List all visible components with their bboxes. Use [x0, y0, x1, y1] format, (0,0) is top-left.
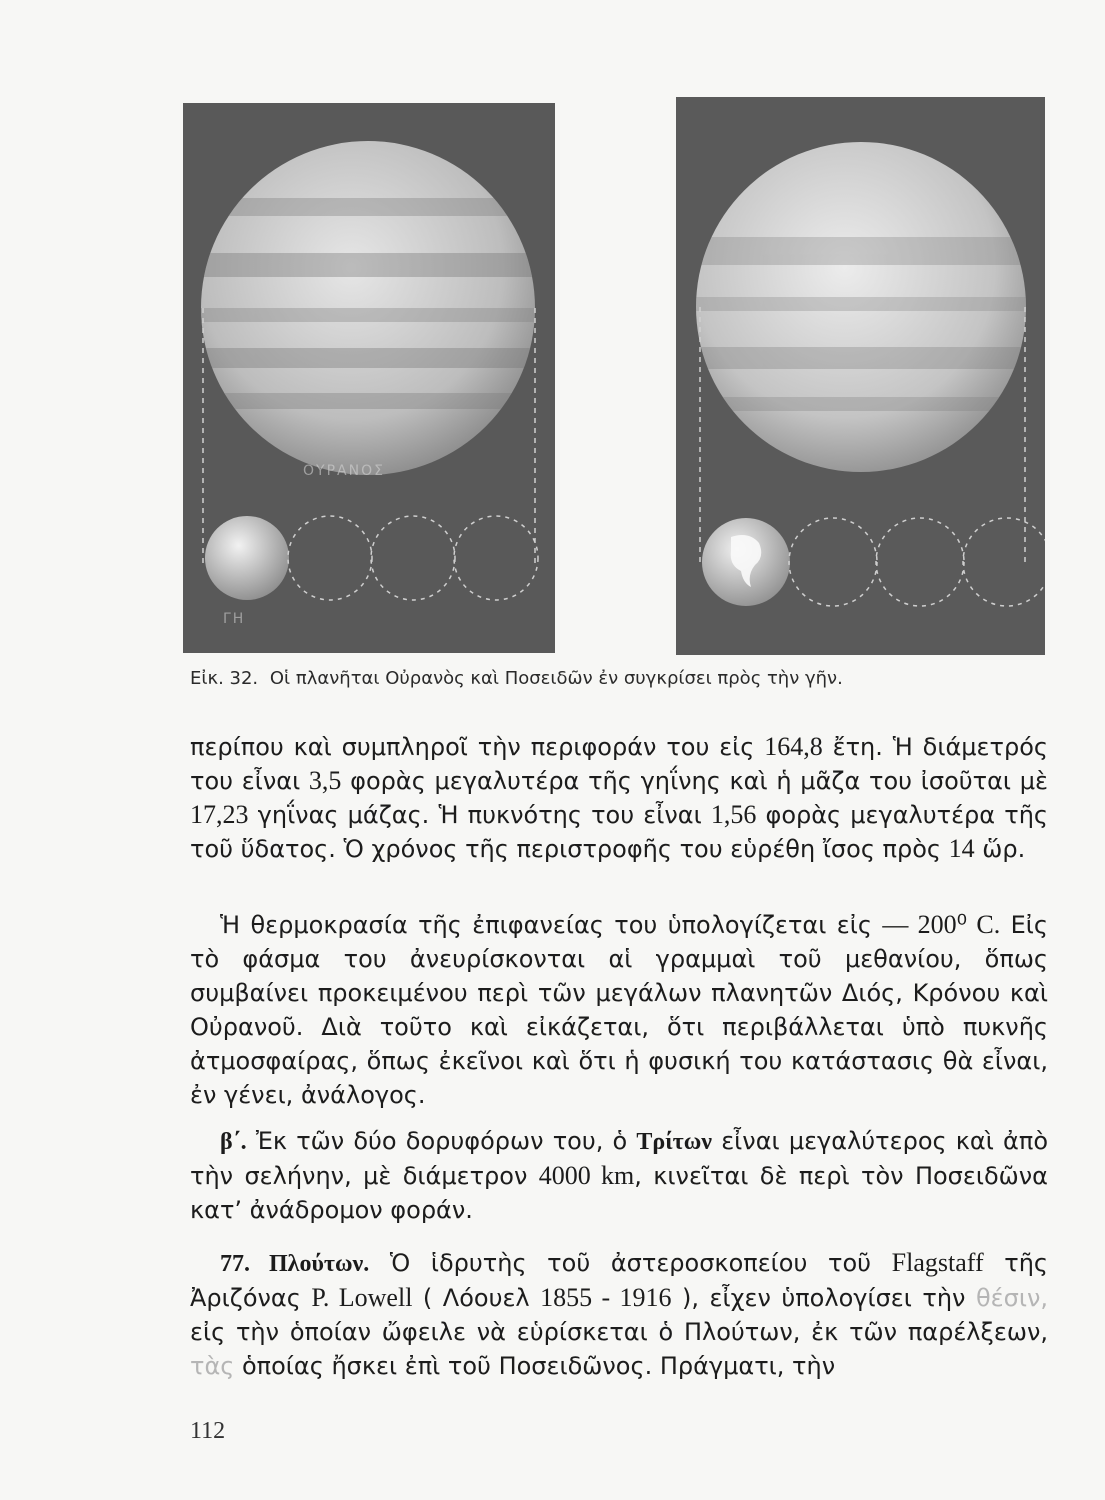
paragraph-triton: β΄. Ἐκ τῶν δύο δορυφόρων του, ὁ Τρίτων εἶναι μεγαλύτερος καὶ ἀπὸ τὴν σελήνην, μὲ διάμετρον 4000 km, κινεῖται δὲ περὶ τὸν Ποσειδῶνα κατ’ ἀνάδρομον φοράν. [190, 1127, 1048, 1224]
earth-disc [205, 516, 289, 600]
section-heading-pluto: 77. Πλούτων. [220, 1251, 370, 1277]
neptune-earth-plate [676, 97, 1045, 655]
paragraph-temperature: Ἡ θερμοκρασία τῆς ἐπιφανείας του ὑπολογίζεται εἰς — 200⁰ C. Εἰς τὸ φάσμα του ἀνευρίσκονται αἱ γραμμαὶ τοῦ μεθανίου, ὅπως συμβαίνει προκειμένου περὶ τῶν μεγάλων πλανητῶν Διός, Κρόνου καὶ Οὐρανοῦ. Διὰ τοῦτο καὶ εἰκάζεται, ὅτι περιβάλλεται ὑπὸ πυκνῆς ἀτμοσφαίρας, ὅπως ἐκεῖνοι καὶ ὅτι ἡ φυσική του κατάστασις θὰ εἶναι, ἐν γένει, ἀνάλογος. [190, 910, 1049, 1109]
earth-label: ΓΗ [223, 611, 246, 627]
figure-caption-text: Οἱ πλανῆται Οὐρανὸς καὶ Ποσειδῶν ἐν συγκρίσει πρὸς τὴν γῆν. [269, 668, 843, 689]
figure-number: Εἰκ. 32. [190, 668, 259, 689]
uranus-label: ΟΥΡΑΝΟΣ [303, 463, 385, 479]
figure-caption [190, 668, 1050, 689]
uranus-earth-plate [183, 103, 555, 653]
uranus-illustration [183, 103, 555, 653]
paragraph-pluto: 77. Πλούτων. Ὁ ἱδρυτὴς τοῦ ἀστεροσκοπείου τοῦ Flagstaff τῆς Ἀριζόνας P. Lowell ( Λόουελ 1855 - 1916 ), εἶχεν ὑπολογίσει τὴν θέσιν, εἰς τὴν ὁποίαν ὤφειλε νὰ εὑρίσκεται ὁ Πλούτων, ἐκ τῶν παρέλξεων, τὰς ὁποίας ἤσκει ἐπὶ τοῦ Ποσειδῶνος. Πράγματι, τὴν [190, 1248, 1048, 1380]
paragraph-neptune-orbit: περίπου καὶ συμπληροῖ τὴν περιφοράν του εἰς 164,8 ἔτη. Ἡ διάμετρός του εἶναι 3,5 φορὰς μεγαλυτέρα τῆς γηΐνης καὶ ἡ μᾶζα του ἰσοῦται μὲ 17,23 γηΐνας μάζας. Ἡ πυκνότης του εἶναι 1,56 φορὰς μεγαλυτέρα τῆς τοῦ ὕδατος. Ὁ χρόνος τῆς περιστροφῆς του εὑρέθη ἴσος πρὸς 14 ὥρ. [190, 732, 1049, 863]
neptune-illustration [676, 97, 1045, 655]
page-number: 112 [190, 1418, 226, 1444]
